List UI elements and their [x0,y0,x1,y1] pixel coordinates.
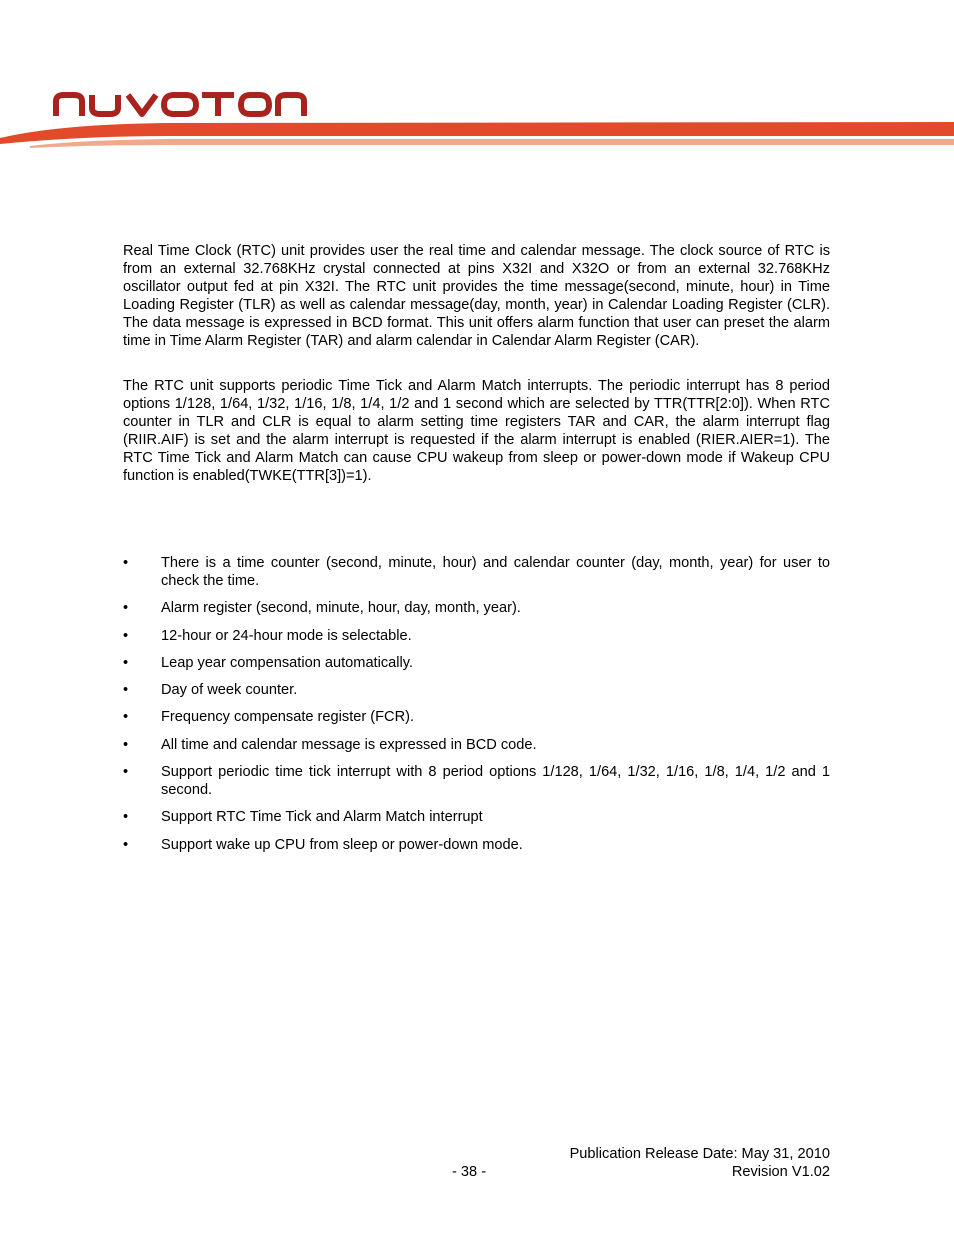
description-paragraph-1: Real Time Clock (RTC) unit provides user the real time and calendar message. The clock source of RTC is from an external 32.768KHz crystal connected at pins X32I and X32O or from an external 32.768KHz oscillator output fed at pin X32I. The RTC unit provides the time message(second, minute, hour) in Time Loading Register (TLR) as well as calendar message(day, month, year) in Calendar Loading Register (CLR). The data message is expressed in BCD format. This unit offers alarm function that user can preset the alarm time in Time Alarm Register (TAR) and alarm calendar in Calendar Alarm Register (CAR). [123,243,830,349]
bullet-icon: • [123,809,129,826]
list-item: • Alarm register (second, minute, hour, day, month, year). [123,600,521,617]
bullet-icon: • [123,654,129,671]
description-paragraph-2: The RTC unit supports periodic Time Tick and Alarm Match interrupts. The periodic interrupt has 8 period options 1/128, 1/64, 1/32, 1/16, 1/8, 1/4, 1/2 and 1 second which are selected by TTR(TTR[2:0]). When RTC counter in TLR and CLR is equal to alarm setting time registers TAR and CAR, the alarm interrupt flag (RIIR.AIF) is set and the alarm interrupt is requested if the alarm interrupt is enabled (RIER.AIER=1). The RTC Time Tick and Alarm Match can cause CPU wakeup from sleep or power-down mode if Wakeup CPU function is enabled(TWKE(TTR[3])=1). [123,378,830,484]
revision: Revision V1.02 [731,1164,830,1180]
bullet-icon: • [123,836,129,853]
header-banner [0,118,954,148]
feature-list [123,554,830,863]
bullet-icon: • [123,627,129,644]
list-item: • Day of week counter. [123,682,298,699]
bullet-icon: • [123,764,129,781]
list-item: • Frequency compensate register (FCR). [123,709,415,726]
list-item: • 12-hour or 24-hour mode is selectable. [123,627,412,644]
list-item: • All time and calendar message is expressed in BCD code. [123,736,537,753]
bullet-icon: • [123,600,129,617]
list-item: • Support RTC Time Tick and Alarm Match interrupt [123,809,483,826]
bullet-icon: • [123,709,129,726]
list-item: • There is a time counter (second, minute, hour) and calendar counter (day, month, year) for user to check the time. [123,555,830,589]
list-item: • Leap year compensation automatically. [123,654,414,671]
list-item: • Support wake up CPU from sleep or power-down mode. [123,836,523,853]
nuvoton-logo [52,91,308,117]
list-item: • Support periodic time tick interrupt with 8 period options 1/128, 1/64, 1/32, 1/16, 1/8, 1/4, 1/2 and 1 second. [123,764,830,799]
bullet-icon: • [123,736,129,753]
bullet-icon: • [123,682,129,699]
publication-date: Publication Release Date: May 31, 2010 [569,1146,830,1162]
bullet-icon: • [123,555,129,571]
page-number: - 38 - [452,1164,487,1180]
